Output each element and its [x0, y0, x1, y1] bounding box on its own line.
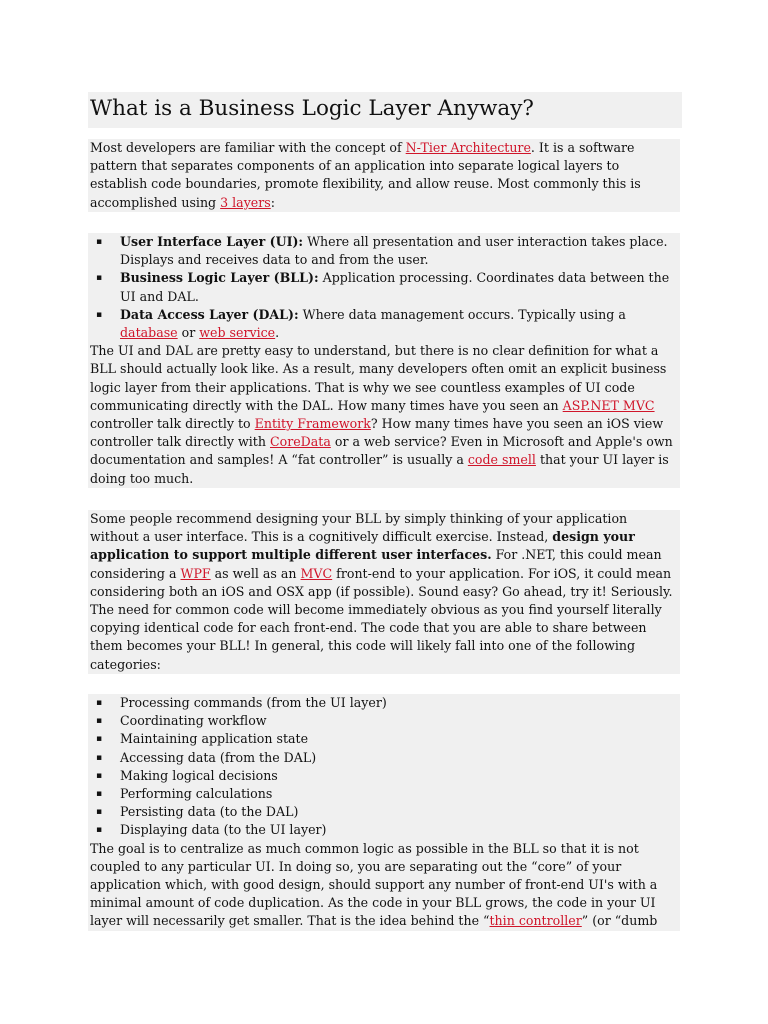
layer-name: Business Logic Layer (BLL) [120, 270, 314, 286]
list-item [88, 821, 680, 839]
list-item [88, 749, 680, 767]
page-title: What is a Business Logic Layer Anyway? [88, 92, 682, 128]
database-link[interactable]: database [120, 325, 178, 341]
layer-description: Where data management occurs. Typically using a [298, 306, 626, 322]
paragraph-ui-dal [88, 342, 680, 488]
category-label: Making logical decisions [120, 767, 278, 783]
mvc-link[interactable]: MVC [300, 565, 333, 581]
layer-name: User Interface Layer (UI) [120, 234, 299, 249]
entity-framework-link[interactable]: Entity Framework [254, 416, 371, 432]
category-label: Maintaining application state [120, 731, 309, 747]
intro-block [88, 139, 680, 212]
bullet-icon: ▪ [96, 237, 103, 247]
para4-text-1: The goal is to centralize as much common logic as possible in the BLL so that it is not coupled to any particular UI. In doing so, you are separating out the “core” of your application which, with good design, should support any number of front-end UI's with a minimal amount of code duplication. As the code in your BLL grows, the code in your UI layer will necessarily get smaller. That is the idea behind the “ [90, 840, 658, 929]
para2-text-1: The UI and DAL are pretty easy to understand, but there is no clear definition for what a BLL should actually look like. As a result, many developers often omit an explicit business logic layer from their applications. That is why we see countless examples of UI code communicating directly with the DAL. How many times have you seen an [90, 343, 667, 413]
category-label: Coordinating workflow [120, 713, 267, 729]
thin-controller-link[interactable]: thin controller [489, 913, 582, 929]
coredata-link[interactable]: CoreData [269, 434, 331, 450]
layers-list [88, 233, 680, 342]
para3-text-3: as well as an [210, 565, 301, 581]
bullet-icon: ▪ [96, 734, 103, 745]
para2-text-4: or a web service? Even in Microsoft and Apple's own documentation and samples! A “fat controller” is usually a [90, 434, 673, 468]
intro-text-2: . It is a software pattern that separates components of an application into separate logical layers to establish code boundaries, promote flexibility, and allow reuse. Most commonly this is accomplished using [90, 140, 641, 210]
layer-colon: : [313, 270, 319, 286]
category-label: Displaying data (to the UI layer) [120, 822, 327, 838]
layer-colon: : [293, 306, 299, 322]
list-item [88, 694, 680, 712]
bullet-icon: ▪ [96, 789, 103, 800]
layer-description: Application processing. Coordinates data between the UI and DAL. [120, 270, 670, 304]
list-item [88, 767, 680, 785]
category-label: Accessing data (from the DAL) [120, 749, 317, 765]
para3-text-2: For .NET, this could mean considering a [90, 547, 662, 581]
bullet-icon: ▪ [96, 698, 103, 708]
layer-description-mid: or [177, 325, 200, 341]
para2-text-3: ? How many times have you seen an iOS view controller talk directly with [90, 416, 664, 450]
list-item-dal-layer [88, 306, 680, 342]
para2-text-2: controller talk directly to [90, 416, 255, 432]
list-item [88, 803, 680, 821]
bullet-icon: ▪ [96, 807, 103, 818]
para2-text-5: that your UI layer is doing too much. [90, 452, 669, 486]
paragraph-goal [88, 840, 680, 931]
category-label: Performing calculations [120, 786, 273, 802]
para3-text-4: front-end to your application. For iOS, it could mean considering both an iOS and OSX app (if possible). Sound easy? Go ahead, try it! Seriously. The need for common code will become immediately obvious as you find yourself literally copying identical code for each front-end. The code that you are able to share between them becomes your BLL! In general, this code will likely fall into one of the following categories: [90, 565, 673, 672]
list-item [88, 730, 680, 748]
n-tier-architecture-link[interactable]: N-Tier Architecture [405, 140, 531, 155]
bullet-icon: ▪ [96, 309, 103, 320]
para3-text-1: Some people recommend designing your BLL by simply thinking of your application without a user interface. This is a cognitively difficult exercise. Instead, [90, 511, 628, 545]
bullet-icon: ▪ [96, 770, 103, 781]
design-block [88, 510, 680, 674]
web-service-link[interactable]: web service [199, 325, 276, 341]
layer-name: Data Access Layer (DAL) [120, 306, 294, 322]
para3-bold: design your application to support multiple different user interfaces. [90, 529, 635, 563]
intro-paragraph [88, 139, 680, 212]
intro-text-3: : [270, 194, 275, 210]
list-item-ui-layer [88, 233, 680, 269]
wpf-link[interactable]: WPF [180, 565, 211, 581]
para4-text-2: ” (or “dumb [581, 913, 658, 929]
category-label: Processing commands (from the UI layer) [120, 695, 387, 710]
list-item [88, 712, 680, 730]
list-item [88, 785, 680, 803]
layer-colon: : [298, 234, 304, 249]
paragraph-design [88, 510, 680, 674]
categories-list [88, 694, 680, 840]
layer-description: Where all presentation and user interaction takes place. Displays and receives data to and from the user. [120, 234, 668, 268]
code-smell-link[interactable]: code smell [467, 452, 536, 468]
bullet-icon: ▪ [96, 273, 103, 284]
bullet-icon: ▪ [96, 825, 103, 836]
layers-block [88, 233, 680, 488]
bullet-icon: ▪ [96, 752, 103, 763]
asp-net-mvc-link[interactable]: ASP.NET MVC [562, 397, 655, 413]
category-label: Persisting data (to the DAL) [120, 804, 299, 820]
categories-block [88, 694, 680, 931]
list-item-bll-layer [88, 269, 680, 305]
three-layers-link[interactable]: 3 layers [220, 194, 271, 210]
intro-text-1: Most developers are familiar with the concept of [90, 140, 406, 155]
layer-description-end: . [275, 325, 280, 341]
bullet-icon: ▪ [96, 716, 103, 727]
